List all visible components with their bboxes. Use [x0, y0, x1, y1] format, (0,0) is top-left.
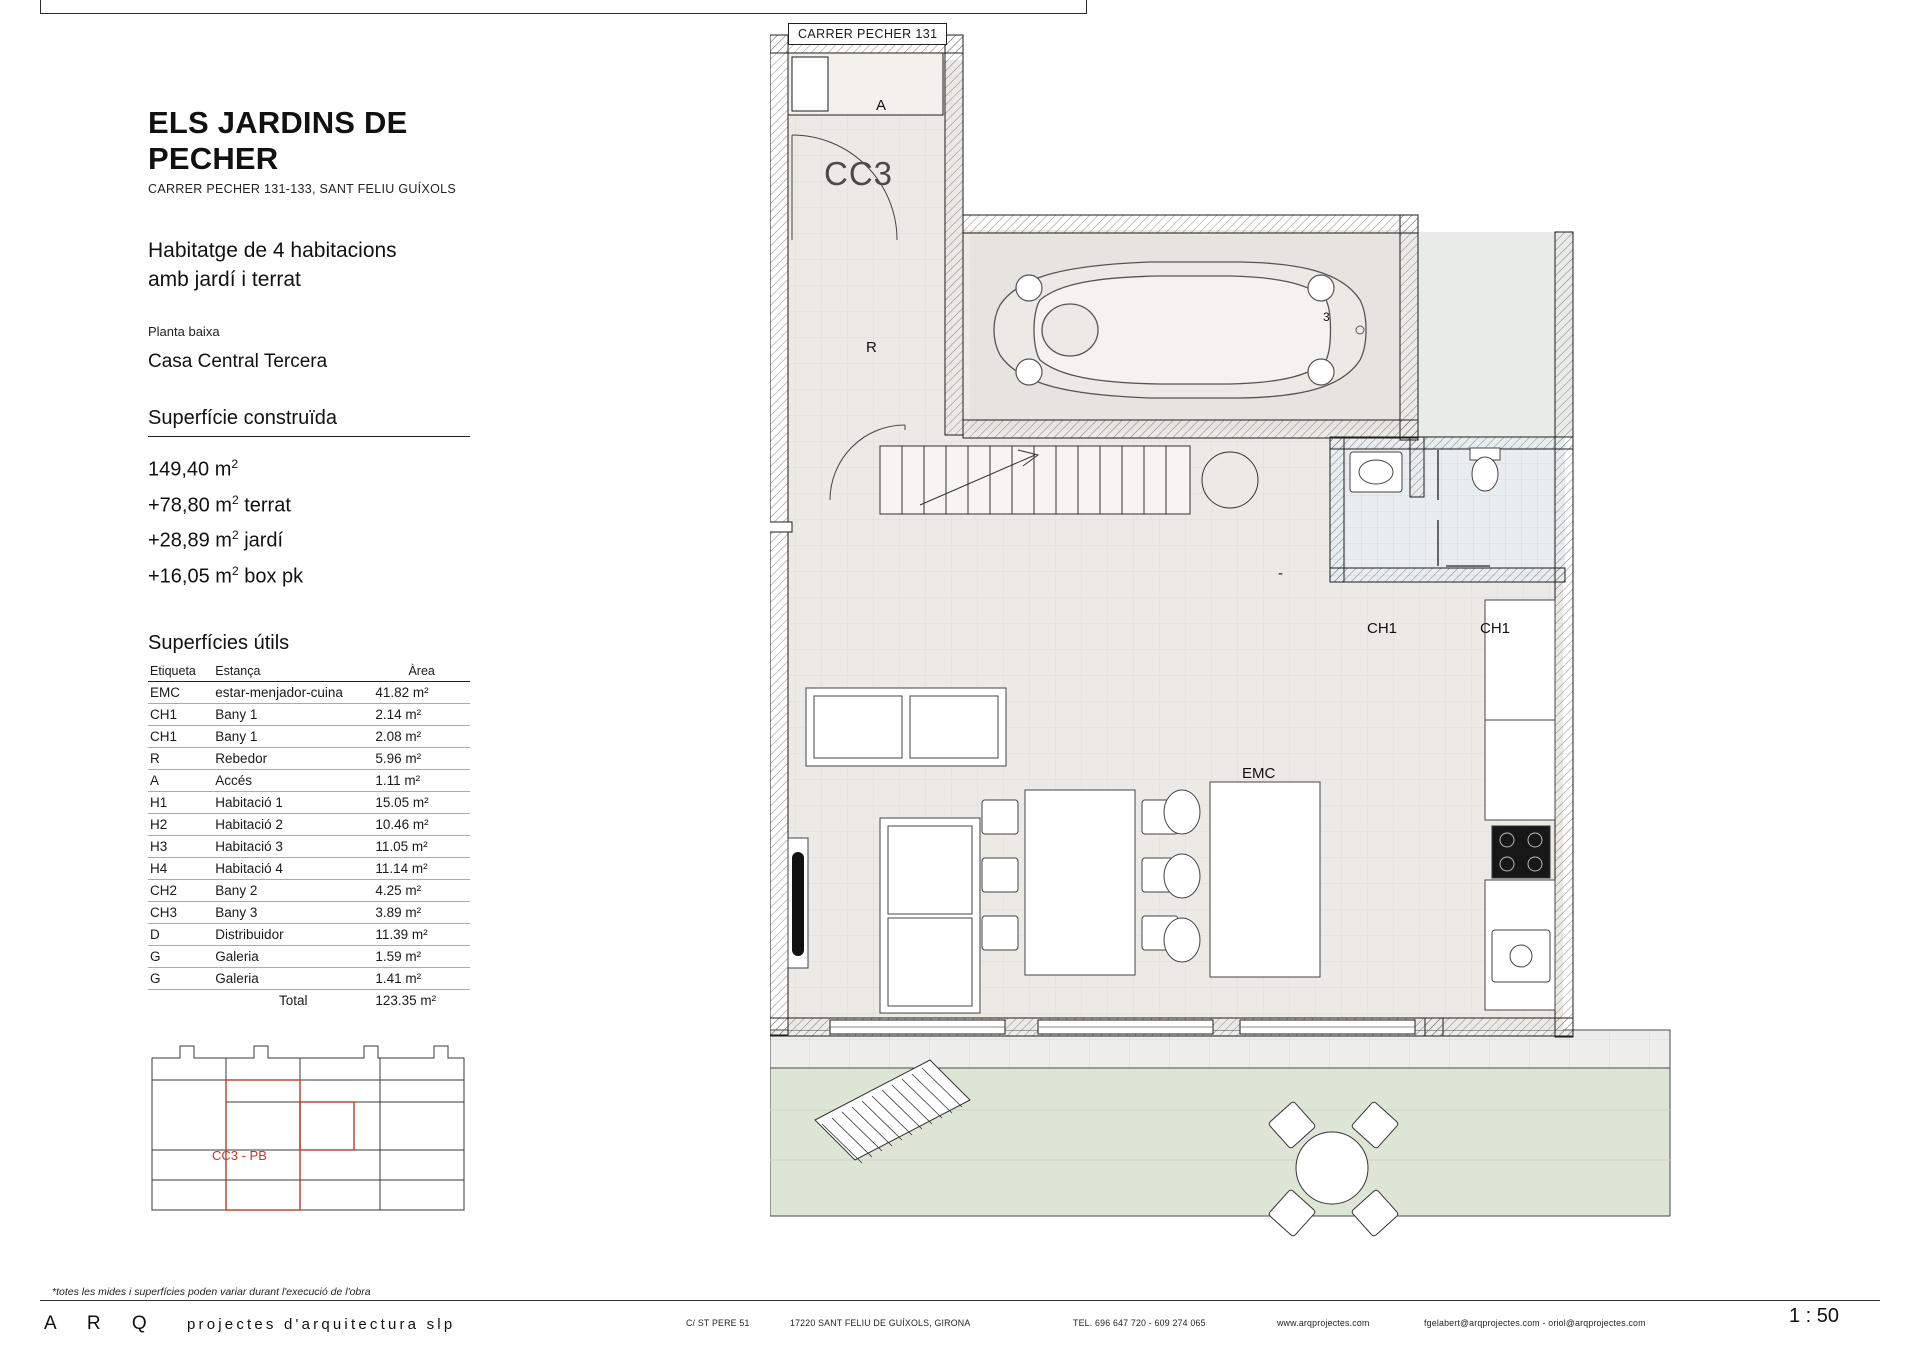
- cell-area: 3.89 m²: [373, 901, 470, 923]
- table-header-row: [148, 661, 470, 682]
- footer-address-city: 17220 SANT FELIU DE GUÍXOLS, GIRONA: [790, 1318, 971, 1328]
- room-label-R: R: [866, 339, 877, 356]
- col-header-name: Estança: [213, 661, 373, 682]
- cell-area: 1.59 m²: [373, 945, 470, 967]
- disclaimer-text: *totes les mides i superfícies poden variar durant l'execució de l'obra: [52, 1286, 371, 1298]
- table-row: [148, 945, 470, 967]
- cell-name: Galeria: [213, 945, 373, 967]
- built-area-value: +28,89 m: [148, 529, 232, 552]
- cell-code: CH2: [148, 879, 213, 901]
- cell-name: Galeria: [213, 967, 373, 989]
- cell-area: 10.46 m²: [373, 813, 470, 835]
- cell-name: Rebedor: [213, 747, 373, 769]
- cell-name: Distribuidor: [213, 923, 373, 945]
- room-label-CH1-right: CH1: [1480, 620, 1511, 637]
- built-area-suffix: jardí: [238, 529, 284, 552]
- company-logo: [44, 1313, 455, 1335]
- table-row: [148, 923, 470, 945]
- col-header-code: Etiqueta: [148, 661, 213, 682]
- stair-dash-label: -: [1278, 565, 1283, 582]
- cell-total-area: 123.35 m²: [375, 992, 437, 1008]
- built-area-line: [148, 556, 508, 592]
- table-row: [148, 747, 470, 769]
- built-area-line: [148, 485, 508, 521]
- cell-area: 4.25 m²: [373, 879, 470, 901]
- logo-letters: A R Q: [44, 1313, 160, 1334]
- table-total-row: [148, 989, 470, 1011]
- room-label-CH1-left: CH1: [1367, 620, 1398, 637]
- built-area-sup: 2: [231, 528, 239, 543]
- cell-total-label: Total: [279, 992, 308, 1008]
- built-area-line: [148, 520, 508, 556]
- built-area-suffix: box pk: [238, 565, 304, 588]
- cell-code: CH3: [148, 901, 213, 923]
- footer-address-street: C/ ST PERE 51: [686, 1318, 750, 1328]
- cell-empty: [148, 989, 213, 1011]
- built-area-suffix: terrat: [238, 494, 291, 517]
- room-label-A: A: [876, 97, 887, 114]
- info-panel: [148, 105, 508, 1011]
- cell-code: R: [148, 747, 213, 769]
- unit-label: Casa Central Tercera: [148, 351, 328, 372]
- table-row: [148, 857, 470, 879]
- page-title: ELS JARDINS DE PECHER: [148, 105, 408, 176]
- useful-areas-heading: Superfícies útils: [148, 631, 290, 654]
- cell-area: 11.39 m²: [373, 923, 470, 945]
- cell-area: 1.41 m²: [373, 967, 470, 989]
- cell-name: estar-menjador-cuina: [213, 681, 373, 703]
- cell-code: G: [148, 945, 213, 967]
- table-row: [148, 813, 470, 835]
- cell-name: Bany 1: [213, 725, 373, 747]
- scale-label: 1 : 50: [1789, 1305, 1840, 1327]
- cell-name: Habitació 1: [213, 791, 373, 813]
- parking-number-label: 3: [1323, 310, 1330, 324]
- built-area-value: +16,05 m: [148, 565, 232, 588]
- street-label: CARRER PECHER 131: [788, 23, 947, 45]
- project-address: CARRER PECHER 131-133, SANT FELIU GUÍXOLS: [148, 182, 456, 196]
- built-area-value: 149,40 m: [148, 458, 232, 481]
- key-plan-svg: [148, 1040, 468, 1230]
- cell-name: Accés: [213, 769, 373, 791]
- built-area-heading: Superfície construïda: [148, 407, 470, 437]
- cell-name: Habitació 3: [213, 835, 373, 857]
- cell-code: D: [148, 923, 213, 945]
- table-row: [148, 879, 470, 901]
- built-area-value: +78,80 m: [148, 494, 232, 517]
- cell-code: CH1: [148, 703, 213, 725]
- footer-divider: [40, 1300, 1880, 1301]
- cell-area: 41.82 m²: [373, 681, 470, 703]
- cell-code: EMC: [148, 681, 213, 703]
- cell-area: 2.08 m²: [373, 725, 470, 747]
- table-row: [148, 901, 470, 923]
- built-area-sup: 2: [231, 563, 239, 578]
- cell-code: H4: [148, 857, 213, 879]
- table-row: [148, 725, 470, 747]
- cell-area: 1.11 m²: [373, 769, 470, 791]
- cell-code: H2: [148, 813, 213, 835]
- key-plan-label: CC3 - PB: [212, 1148, 267, 1163]
- dwelling-description: [148, 236, 508, 294]
- cell-code: H3: [148, 835, 213, 857]
- floor-plan-svg: [770, 0, 1830, 1300]
- floor-plan-drawing: [770, 0, 1830, 1300]
- cell-name: Bany 3: [213, 901, 373, 923]
- logo-name: projectes d'arquitectura slp: [186, 1316, 456, 1333]
- room-label-EMC: EMC: [1242, 765, 1276, 782]
- table-row: [148, 769, 470, 791]
- cell-area: 5.96 m²: [373, 747, 470, 769]
- built-area-sup: 2: [231, 492, 239, 507]
- cell-name: Habitació 4: [213, 857, 373, 879]
- floor-label: Planta baixa: [148, 324, 220, 339]
- table-row: [148, 967, 470, 989]
- table-row: [148, 791, 470, 813]
- cell-area: 2.14 m²: [373, 703, 470, 725]
- cell-area: 11.05 m²: [373, 835, 470, 857]
- table-row: [148, 703, 470, 725]
- dwelling-description-line1: Habitatge de 4 habitacions: [148, 239, 397, 262]
- key-plan: [148, 1040, 468, 1230]
- cell-area: 11.14 m²: [373, 857, 470, 879]
- crop-mark-top-left: [40, 0, 41, 14]
- useful-areas-table: [148, 661, 470, 1011]
- built-area-line: [148, 449, 508, 485]
- cell-code: G: [148, 967, 213, 989]
- col-header-area: Àrea: [373, 661, 470, 682]
- table-row: [148, 835, 470, 857]
- cell-code: H1: [148, 791, 213, 813]
- footer-phone: TEL. 696 647 720 - 609 274 065: [1073, 1318, 1206, 1328]
- footer-website[interactable]: www.arqprojectes.com: [1277, 1318, 1370, 1328]
- table-row: [148, 681, 470, 703]
- cell-name: Bany 2: [213, 879, 373, 901]
- dwelling-description-line2: amb jardí i terrat: [148, 268, 301, 291]
- cell-code: A: [148, 769, 213, 791]
- key-plan-highlight: [226, 1080, 354, 1210]
- built-area-list: [148, 449, 508, 592]
- footer-email[interactable]: fgelabert@arqprojectes.com - oriol@arqprojectes.com: [1424, 1318, 1646, 1328]
- cell-name: Bany 1: [213, 703, 373, 725]
- cell-code: CH1: [148, 725, 213, 747]
- built-area-sup: 2: [231, 457, 239, 471]
- cell-name: Habitació 2: [213, 813, 373, 835]
- unit-code-label: CC3: [824, 155, 894, 192]
- cell-area: 15.05 m²: [373, 791, 470, 813]
